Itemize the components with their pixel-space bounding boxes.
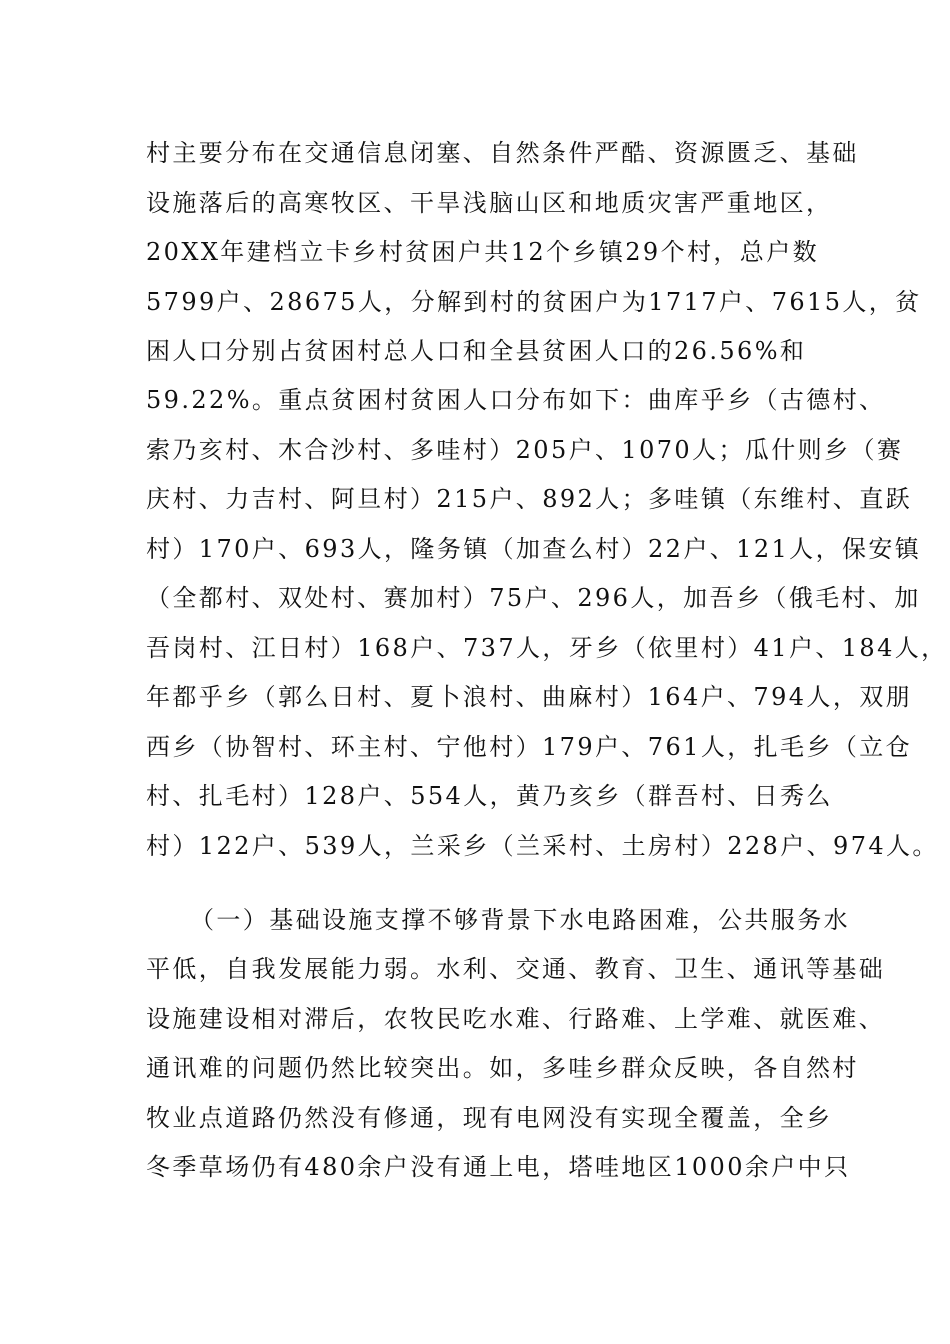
text-line: 庆村、力吉村、阿旦村）215户、892人；多哇镇（东维村、直跃 — [146, 485, 913, 513]
text-line: 村主要分布在交通信息闭塞、自然条件严酷、资源匮乏、基础 — [146, 139, 859, 167]
text-line: 设施建设相对滞后，农牧民吃水难、行路难、上学难、就医难、 — [146, 1005, 886, 1033]
text-line: 年都乎乡（郭么日村、夏卜浪村、曲麻村）164户、794人，双朋 — [146, 683, 913, 711]
text-line: 村）122户、539人，兰采乡（兰采村、土房村）228户、974人。 — [146, 832, 939, 860]
text-line: 村）170户、693人，隆务镇（加查么村）22户、121人，保安镇 — [146, 535, 922, 563]
text-line: 吾岗村、江日村）168户、737人，牙乡（依里村）41户、184人， — [146, 634, 948, 662]
text-line: 20XX年建档立卡乡村贫困户共12个乡镇29个村，总户数 — [146, 238, 819, 266]
text-line: 通讯难的问题仍然比较突出。如，多哇乡群众反映，各自然村 — [146, 1054, 859, 1082]
text-line: 西乡（协智村、环主村、宁他村）179户、761人，扎毛乡（立仓 — [146, 733, 913, 761]
text-line: 设施落后的高寒牧区、干旱浅脑山区和地质灾害严重地区， — [146, 189, 833, 217]
text-line: 平低，自我发展能力弱。水利、交通、教育、卫生、通讯等基础 — [146, 955, 886, 983]
text-line: （一）基础设施支撑不够背景下水电路困难，公共服务水 — [190, 906, 850, 934]
text-line: 59.22%。重点贫困村贫困人口分布如下：曲库乎乡（古德村、 — [146, 386, 886, 414]
text-line: （全都村、双处村、赛加村）75户、296人，加吾乡（俄毛村、加 — [146, 584, 921, 612]
text-line: 索乃亥村、木合沙村、多哇村）205户、1070人；瓜什则乡（赛 — [146, 436, 904, 464]
text-line: 冬季草场仍有480余户没有通上电，塔哇地区1000余户中只 — [146, 1153, 851, 1181]
text-line: 牧业点道路仍然没有修通，现有电网没有实现全覆盖，全乡 — [146, 1104, 833, 1132]
text-line: 困人口分别占贫困村总人口和全县贫困人口的26.56%和 — [146, 337, 807, 365]
text-line: 5799户、28675人，分解到村的贫困户为1717户、7615人，贫 — [146, 288, 922, 316]
text-line: 村、扎毛村）128户、554人，黄乃亥乡（群吾村、日秀么 — [146, 782, 833, 810]
